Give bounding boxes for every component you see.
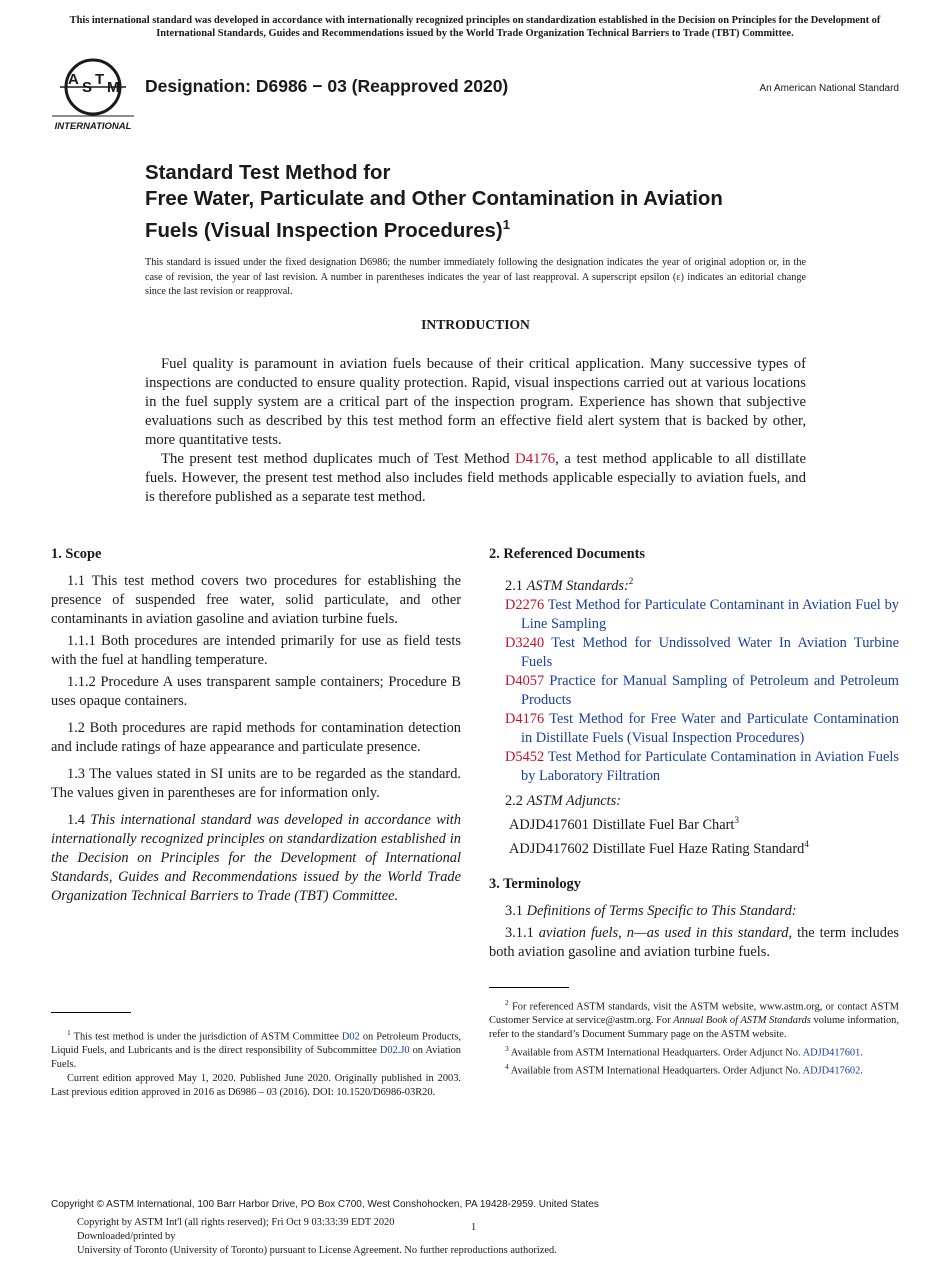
- fn4-text: Available from ASTM International Headquarters. Order Adjunct No.: [508, 1065, 803, 1077]
- fn2-a: For referenced ASTM standards, visit the ASTM website, www.astm.org, or contact ASTM Customer Service at service@astm.org. For: [489, 1001, 899, 1027]
- download-line-3: University of Toronto (University of Toronto) pursuant to License Agreement. No further reproductions authorized.: [77, 1245, 557, 1256]
- svg-text:M: M: [107, 79, 120, 96]
- ref-item: [489, 710, 899, 748]
- fn2-sup: 2: [505, 998, 509, 1007]
- section-2-2: [489, 792, 899, 811]
- title-line-2: Free Water, Particulate and Other Contamination in Aviation: [145, 188, 723, 210]
- link-d02[interactable]: D02: [341, 1031, 360, 1043]
- footnote-3: [489, 1042, 899, 1060]
- section-3-1-1: [489, 924, 899, 962]
- section-1-2: 1.2 Both procedures are rapid methods for contamination detection and include ratings of haze appearance and particulate presence.: [51, 720, 461, 755]
- adjunct-2-sup: 4: [804, 838, 809, 849]
- intro-p2-post: , a test method applicable to all distillate fuels. However, the present test method also includes field methods applicable especially to aviation fuels, and is therefore published as a separate test method.: [145, 451, 807, 505]
- adjunct-1: [489, 811, 899, 835]
- footnote-divider-right: [489, 987, 569, 988]
- designation: Designation: D6986 − 03 (Reapproved 2020): [145, 76, 509, 96]
- adjunct-1-text: ADJD417601 Distillate Fuel Bar Chart: [509, 816, 735, 833]
- download-info: [77, 1216, 877, 1258]
- section-2-2-num: 2.2: [505, 792, 527, 809]
- ref-code-d3240[interactable]: D3240: [505, 634, 545, 651]
- link-d02-j0[interactable]: D02.J0: [379, 1045, 410, 1057]
- ref-item: [489, 596, 899, 634]
- ref-code-d5452[interactable]: D5452: [505, 748, 545, 765]
- section-1-4-text: This international standard was developed in accordance with internationally recognized principles on standardization established in the Decision on Principles for the Development of International Standards, Guides and Recommendations issued by the World Trade Organization Technical Barriers to Trade (TBT) Committee.: [51, 812, 461, 904]
- section-2-2-text: ASTM Adjuncts:: [526, 792, 622, 809]
- intro-p2-pre: The present test method duplicates much of Test Method: [161, 451, 516, 467]
- left-column: [51, 545, 461, 906]
- ref-code-d4176[interactable]: D4176: [505, 710, 545, 727]
- fn1-sup: 1: [67, 1028, 71, 1037]
- document-title: [145, 160, 845, 244]
- footnote-4: [489, 1060, 899, 1078]
- section-3-1: [489, 902, 899, 921]
- section-3-1-1-text: , the term includes both aviation gasoline and aviation turbine fuels.: [489, 925, 899, 961]
- adjunct-2-text: ADJD417602 Distillate Fuel Haze Rating Standard: [509, 840, 805, 857]
- title-line-3-text: Fuels (Visual Inspection Procedures): [145, 219, 503, 242]
- astm-logo: [52, 54, 134, 134]
- ref-code-d4057[interactable]: D4057: [505, 672, 545, 689]
- adjunct-1-sup: 3: [734, 814, 739, 825]
- page-number: 1: [471, 1222, 477, 1233]
- svg-text:A: A: [68, 71, 79, 88]
- ref-title-d2276[interactable]: Test Method for Particulate Contaminant in Aviation Fuel by Line Sampling: [521, 596, 899, 632]
- ref-item: [489, 672, 899, 710]
- issued-note: This standard is issued under the fixed designation D6986; the number immediately following the designation indicates the year of original adoption or, in the case of revision, the year of last revision. A number in parentheses indicates the year of last reapproval. A superscript epsilon (ε) indicates an editorial change since the last revision or reapproval.: [145, 257, 806, 297]
- ref-item: [489, 634, 899, 672]
- section-3-heading: 3. Terminology: [489, 876, 581, 893]
- fn1-a: This test method is under the jurisdiction of ASTM Committee: [70, 1031, 342, 1043]
- fn1-b: on Petroleum Products, Liquid Fuels, and Lubricants and is the direct responsibility of Subcommittee: [51, 1031, 462, 1057]
- section-1-1-2: 1.1.2 Procedure A uses transparent sample containers; Procedure B uses opaque containers.: [51, 674, 461, 709]
- footnote-divider-left: [51, 1012, 131, 1013]
- introduction-heading: INTRODUCTION: [421, 317, 530, 332]
- download-line-2: Downloaded/printed by: [77, 1231, 176, 1242]
- download-line-1: Copyright by ASTM Int'l (all rights reserved); Fri Oct 9 03:33:39 EDT 2020: [77, 1217, 395, 1228]
- ref-item: [489, 748, 899, 786]
- astm-logo-icon: [52, 54, 134, 134]
- fn3-end: .: [860, 1047, 863, 1059]
- title-footnote-ref: 1: [502, 217, 510, 232]
- ref-title-d4057[interactable]: Practice for Manual Sampling of Petroleum and Petroleum Products: [521, 672, 899, 708]
- adjunct-2: [489, 835, 899, 859]
- fn3-sup: 3: [505, 1043, 509, 1053]
- introduction-body: [145, 355, 806, 507]
- intro-paragraph-1: Fuel quality is paramount in aviation fuels because of their critical application. Many successive types of inspections are conducted to ensure quality protection. Rapid, visual inspections carried out at various locations in the fuel supply system are a critical part of the inspection program. Experience has shown that subjective evaluations such as described by this test method form an effective field alert system that is backed by other, more quantitative tests.: [145, 356, 806, 448]
- section-3-1-num: 3.1: [505, 903, 527, 920]
- title-line-3: [145, 212, 845, 244]
- svg-text:INTERNATIONAL: INTERNATIONAL: [54, 121, 132, 132]
- section-2-heading: 2. Referenced Documents: [489, 546, 645, 562]
- ref-title-d5452[interactable]: Test Method for Particulate Contamination in Aviation Fuels by Laboratory Filtration: [521, 748, 899, 784]
- section-1-4-num: 1.4: [67, 812, 91, 828]
- fn2-italic: Annual Book of ASTM Standards: [673, 1015, 811, 1027]
- section-1-1: 1.1 This test method covers two procedures for establishing the presence of suspended free water, solid particulate, and other contaminants in aviation gasoline and aviation turbine fuels.: [51, 573, 461, 627]
- section-3-1-text: Definitions of Terms Specific to This Standard:: [526, 903, 797, 920]
- section-2-1-text: ASTM Standards:: [526, 577, 629, 594]
- footnote-1-edition: Current edition approved May 1, 2020. Published June 2020. Originally published in 2003. Last previous edition approved in 2016 as D6986 – 03 (2016). DOI: 10.1520/D6986-03R20.: [51, 1072, 461, 1098]
- american-national-standard: An American National Standard: [759, 83, 899, 94]
- footnote-1: [51, 1026, 461, 1072]
- ref-code-d2276[interactable]: D2276: [505, 596, 545, 613]
- link-adjd417601[interactable]: ADJD417601: [802, 1047, 861, 1059]
- footnotes-left: [51, 1026, 461, 1099]
- section-3-1-1-term: aviation fuels, n—as used in this standard: [538, 925, 789, 942]
- title-line-1: Standard Test Method for: [145, 162, 391, 184]
- section-1-4: [51, 811, 461, 906]
- fn4-end: .: [860, 1065, 863, 1077]
- fn1-c: on Aviation Fuels.: [51, 1045, 461, 1071]
- link-adjd417602[interactable]: ADJD417602: [802, 1065, 861, 1077]
- svg-text:T: T: [95, 71, 105, 88]
- section-2-1: [489, 572, 899, 596]
- copyright-line: Copyright © ASTM International, 100 Barr Harbor Drive, PO Box C700, West Conshohocken, PA 19428-2959. United States: [51, 1199, 599, 1210]
- ref-title-d3240[interactable]: Test Method for Undissolved Water In Aviation Turbine Fuels: [521, 634, 899, 670]
- footnotes-right: [489, 996, 899, 1078]
- footnote-2: [489, 996, 899, 1042]
- fn4-sup: 4: [505, 1062, 509, 1072]
- fn2-b: volume information, refer to the standard’s Document Summary page on the ASTM website.: [489, 1015, 899, 1041]
- section-3-1-1-num: 3.1.1: [505, 925, 539, 942]
- intro-paragraph-2: [145, 450, 806, 507]
- fn3-text: Available from ASTM International Headquarters. Order Adjunct No.: [508, 1047, 803, 1059]
- right-column: [489, 545, 899, 962]
- section-1-1-1: 1.1.1 Both procedures are intended primarily for use as field tests with the fuel at handling temperature.: [51, 633, 461, 668]
- section-2-1-num: 2.1: [505, 577, 527, 594]
- section-2-1-sup: 2: [628, 576, 634, 586]
- section-1-3: 1.3 The values stated in SI units are to be regarded as the standard. The values given in parentheses are for information only.: [51, 766, 461, 801]
- link-d4176[interactable]: D4176: [515, 451, 556, 467]
- svg-text:S: S: [82, 79, 93, 96]
- ref-title-d4176[interactable]: Test Method for Free Water and Particulate Contamination in Distillate Fuels (Visual Inspection Procedures): [521, 710, 899, 746]
- section-1-heading: 1. Scope: [51, 546, 102, 562]
- top-notice: This international standard was developed in accordance with internationally recognized principles on standardization established in the Decision on Principles for the Development of International Standards, Guides and Recommendations issued by the World Trade Organization Technical Barriers to Trade (TBT) Committee.: [69, 15, 881, 39]
